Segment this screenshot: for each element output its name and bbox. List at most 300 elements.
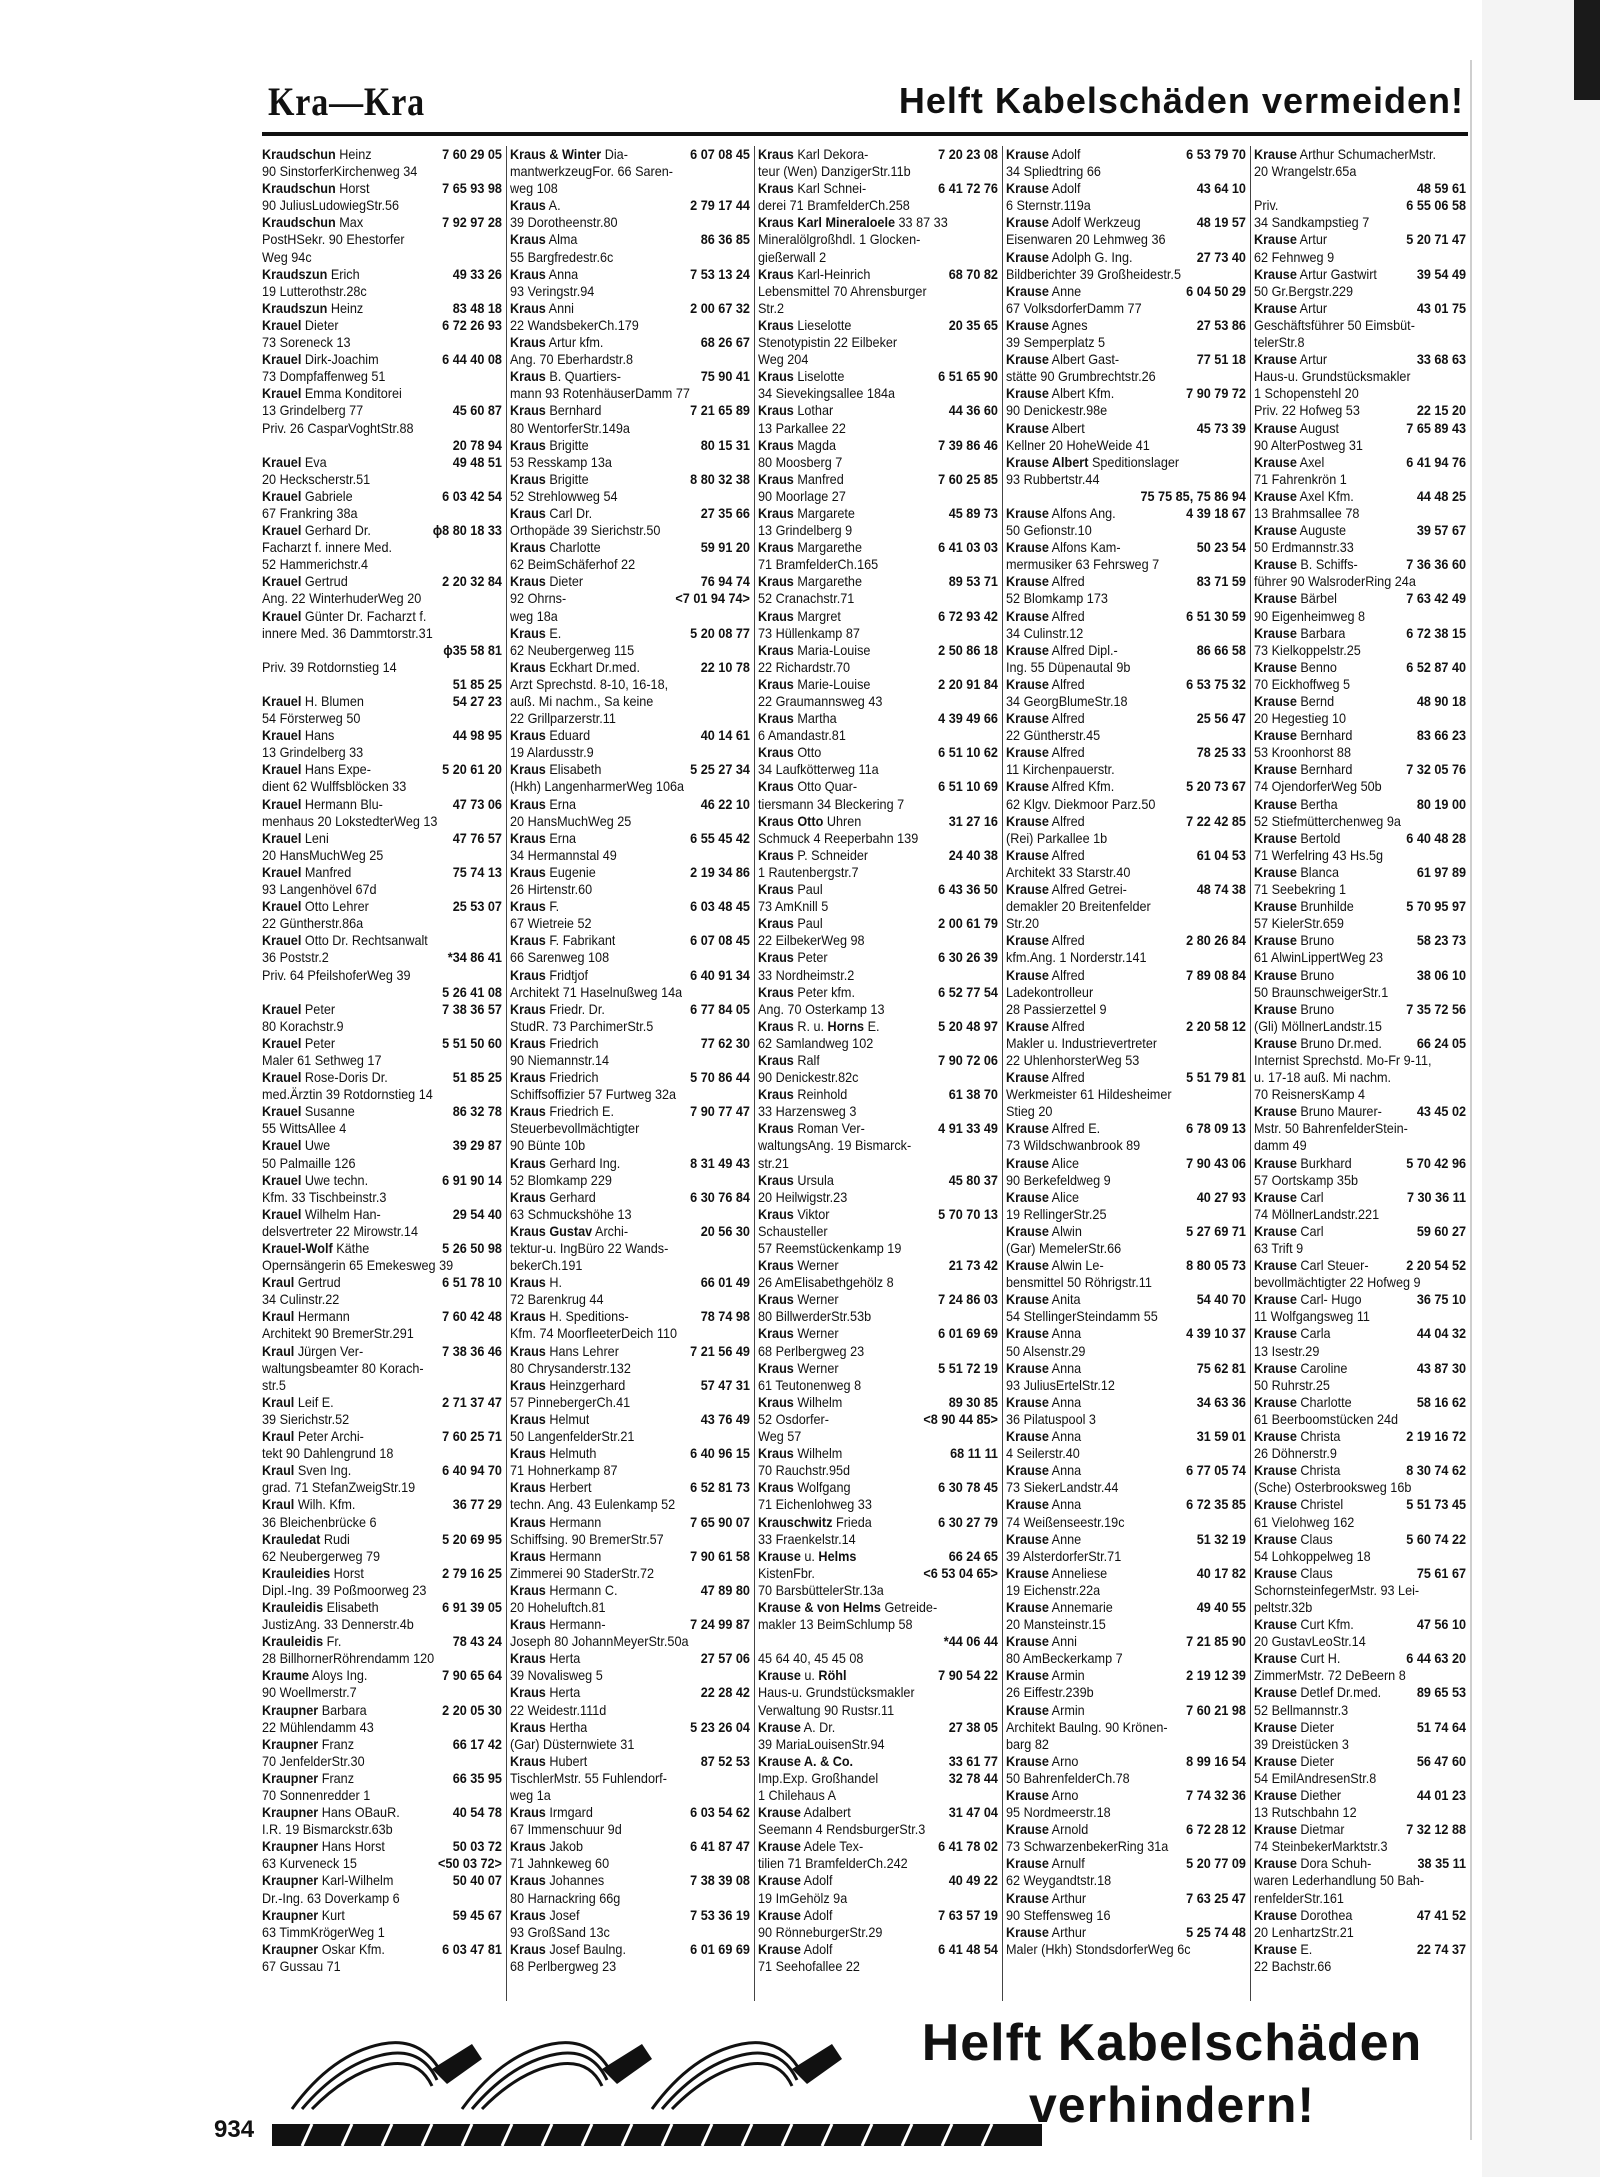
directory-line xyxy=(1006,1223,1246,1240)
listing-text: 22 Weidestr.111d xyxy=(510,1702,607,1718)
directory-line xyxy=(1006,1479,1246,1496)
listing-text: Kraus Peter kfm. xyxy=(758,984,855,1000)
listing-text: 70 Sonnenredder 1 xyxy=(262,1788,371,1803)
listing-text: Krause Arno xyxy=(1006,1753,1079,1769)
listing-text: 13 Parkallee 22 xyxy=(758,420,846,436)
phone-number: 49 48 51 xyxy=(452,454,502,470)
listing-text: Krause u. Röhl xyxy=(758,1668,847,1684)
directory-line xyxy=(758,1787,998,1804)
listing-text: bevollmächtigter 22 Hofweg 9 xyxy=(1254,1275,1421,1291)
listing-text: 54 Försterweg 50 xyxy=(262,711,361,727)
listing-text: 66 Sarenweg 108 xyxy=(510,950,610,966)
directory-line xyxy=(1254,1804,1466,1821)
listing-text: Krause Adolf xyxy=(1006,147,1081,162)
directory-line xyxy=(758,1736,998,1753)
directory-line xyxy=(510,437,750,454)
directory-line xyxy=(758,505,998,522)
listing-text: Kraus Margarethe xyxy=(758,574,863,590)
phone-number: 59 91 20 xyxy=(700,540,750,556)
directory-line xyxy=(510,1582,750,1599)
listing-text: Verwaltung 90 Rustsr.11 xyxy=(758,1702,895,1718)
listing-text: makler 13 BeimSchlump 58 xyxy=(758,1617,913,1633)
listing-text: Maler 61 Sethweg 17 xyxy=(262,1052,382,1068)
directory-line xyxy=(758,1804,998,1821)
phone-number: 7 65 89 43 xyxy=(1406,420,1466,436)
phone-number: 89 30 85 xyxy=(948,1394,998,1410)
directory-line xyxy=(1006,1496,1246,1513)
directory-line xyxy=(262,1291,502,1308)
listing-text: 33 Fraenkelstr.14 xyxy=(758,1531,856,1547)
directory-line xyxy=(1254,625,1466,642)
listing-text: 28 BillhornerRöhrendamm 120 xyxy=(262,1651,435,1667)
listing-text: (Sche) Osterbrooksweg 16b xyxy=(1254,1480,1412,1496)
directory-line xyxy=(1006,1821,1246,1838)
directory-line xyxy=(758,283,998,300)
directory-line xyxy=(1006,967,1246,984)
listing-text: Krauleidis Elisabeth xyxy=(262,1599,379,1615)
listing-text: Kraudschun Horst xyxy=(262,181,370,197)
directory-line xyxy=(262,1240,502,1257)
directory-line xyxy=(758,1855,998,1872)
listing-text: Kraul Leif E. xyxy=(262,1394,334,1410)
directory-line xyxy=(262,1206,502,1223)
directory-line xyxy=(758,1137,998,1154)
phone-number: 68 11 11 xyxy=(950,1446,998,1462)
listing-text: 73 Wildschwanbrook 89 xyxy=(1006,1138,1141,1154)
phone-number: 33 61 77 xyxy=(948,1753,998,1769)
listing-text: Krauel Gabriele xyxy=(262,488,353,504)
phone-number: 47 76 57 xyxy=(452,830,502,846)
listing-text: peltstr.32b xyxy=(1254,1599,1313,1615)
listing-text: 73 Hüllenkamp 87 xyxy=(758,625,860,641)
listing-text: 74 Weißenseestr.19c xyxy=(1006,1514,1125,1530)
listing-text: Lebensmittel 70 Ahrensburger xyxy=(758,283,927,299)
listing-text: 20 Heckscherstr.51 xyxy=(262,471,371,487)
directory-line xyxy=(262,1018,502,1035)
directory-line xyxy=(1006,1616,1246,1633)
phone-number: 2 50 86 18 xyxy=(938,642,998,658)
listing-text: 52 Blomkamp 229 xyxy=(510,1172,612,1188)
directory-line xyxy=(510,351,750,368)
listing-text: 22 UhlenhorsterWeg 53 xyxy=(1006,1052,1140,1068)
listing-text: 34 Sandkampstieg 7 xyxy=(1254,215,1370,231)
directory-line xyxy=(1254,1155,1466,1172)
phone-number: 7 60 29 05 xyxy=(442,147,502,162)
directory-line xyxy=(262,881,502,898)
directory-line xyxy=(1006,710,1246,727)
directory-line xyxy=(510,402,750,419)
listing-text: kfm.Ang. 1 Norderstr.141 xyxy=(1006,950,1147,966)
listing-text: Kraume Aloys Ing. xyxy=(262,1668,368,1684)
listing-text: Kraus Werner xyxy=(758,1292,839,1308)
phone-number: 50 23 54 xyxy=(1196,540,1246,556)
phone-number: 75 90 41 xyxy=(700,369,750,385)
directory-line xyxy=(262,539,502,556)
listing-text: 80 Harnackring 66g xyxy=(510,1890,621,1906)
directory-line xyxy=(1006,1702,1246,1719)
listing-text: Krause Alfred Dipl.- xyxy=(1006,642,1118,658)
listing-text: Kraus Werner xyxy=(758,1258,839,1274)
directory-line xyxy=(758,1496,998,1513)
column-1 xyxy=(262,146,502,2001)
phone-number: 25 56 47 xyxy=(1196,711,1246,727)
directory-line xyxy=(510,1291,750,1308)
listing-text: 92 Ohrns- xyxy=(510,591,567,607)
listing-text: Kraus Hans Lehrer xyxy=(510,1343,619,1359)
phone-number: 66 01 49 xyxy=(700,1275,750,1291)
directory-line xyxy=(758,1035,998,1052)
listing-block xyxy=(1006,146,1246,1958)
phone-number: 36 75 10 xyxy=(1416,1292,1466,1308)
directory-line xyxy=(510,590,750,607)
listing-text: 80 Moosberg 7 xyxy=(758,454,843,470)
phone-number: 7 24 99 87 xyxy=(690,1617,750,1633)
listing-text: Krause Claus xyxy=(1254,1565,1333,1581)
listing-text: 50 Ruhrstr.25 xyxy=(1254,1377,1330,1393)
directory-line xyxy=(1254,300,1466,317)
directory-line xyxy=(1254,1223,1466,1240)
phone-number: 58 16 62 xyxy=(1416,1394,1466,1410)
directory-line xyxy=(758,573,998,590)
phone-number: 7 53 13 24 xyxy=(690,266,750,282)
phone-number: 6 52 77 54 xyxy=(938,984,998,1000)
column-divider xyxy=(1250,146,1251,2001)
listing-text: bekerCh.191 xyxy=(510,1258,583,1274)
listing-block xyxy=(758,146,998,1975)
listing-text: 4 Seilerstr.40 xyxy=(1006,1446,1080,1462)
header-slogan: Helft Kabelschäden vermeiden! xyxy=(898,80,1464,121)
listing-text: 67 Gussau 71 xyxy=(262,1958,341,1974)
phone-number: 6 41 78 02 xyxy=(938,1839,998,1855)
directory-line xyxy=(1254,693,1466,710)
directory-line xyxy=(1254,590,1466,607)
phone-number: 2 80 26 84 xyxy=(1186,933,1246,949)
directory-line xyxy=(1254,283,1466,300)
directory-line xyxy=(1006,813,1246,830)
directory-line xyxy=(758,556,998,573)
listing-text: Krause Bruno Maurer- xyxy=(1254,1104,1382,1120)
directory-line xyxy=(1254,1496,1466,1513)
phone-number: 50 03 72 xyxy=(452,1839,502,1855)
directory-line xyxy=(262,317,502,334)
directory-line xyxy=(262,351,502,368)
directory-line xyxy=(758,1274,998,1291)
directory-line xyxy=(1254,317,1466,334)
phone-number: 89 53 71 xyxy=(948,574,998,590)
directory-line xyxy=(758,437,998,454)
listing-block xyxy=(262,146,502,1975)
listing-text: Krause Artur xyxy=(1254,300,1328,316)
directory-line xyxy=(1254,1736,1466,1753)
directory-line xyxy=(1254,385,1466,402)
phone-number: 6 72 93 42 xyxy=(938,608,998,624)
directory-line xyxy=(262,1462,502,1479)
directory-line xyxy=(1254,967,1466,984)
listing-text: 1 Rautenbergstr.7 xyxy=(758,864,859,880)
phone-number: 57 47 31 xyxy=(700,1377,750,1393)
listing-text: Krause Bruno Dr.med. xyxy=(1254,1035,1382,1051)
directory-line xyxy=(262,1890,502,1907)
directory-line xyxy=(1006,317,1246,334)
listing-text: Krause E. xyxy=(1254,1941,1313,1957)
listing-text: 20 HansMuchWeg 25 xyxy=(262,847,384,863)
directory-line xyxy=(758,625,998,642)
directory-line xyxy=(1254,1172,1466,1189)
listing-text: Kraus Wilhelm xyxy=(758,1394,843,1410)
listing-text: Krause B. Schiffs- xyxy=(1254,557,1358,573)
listing-text: Kraus Liselotte xyxy=(758,369,845,385)
phone-number: 2 19 16 72 xyxy=(1406,1429,1466,1445)
listing-text: Kraus P. Schneider xyxy=(758,847,869,863)
listing-text: 71 Eichenlohweg 33 xyxy=(758,1497,872,1513)
listing-text: Kraudschun Heinz xyxy=(262,147,372,162)
directory-line xyxy=(262,1257,502,1274)
phone-number: 40 14 61 xyxy=(700,728,750,744)
directory-line xyxy=(262,642,502,659)
phone-number: 6 30 76 84 xyxy=(690,1189,750,1205)
scan-margin-right xyxy=(1482,0,1600,2177)
directory-line xyxy=(1006,590,1246,607)
directory-line xyxy=(262,1274,502,1291)
directory-line xyxy=(262,1189,502,1206)
directory-line xyxy=(1254,864,1466,881)
directory-line xyxy=(262,1548,502,1565)
listing-text: StudR. 73 ParchimerStr.5 xyxy=(510,1018,654,1034)
listing-text: 34 Culinstr.22 xyxy=(262,1292,340,1308)
phone-number: 76 94 74 xyxy=(700,574,750,590)
listing-text: 19 ImGehölz 9a xyxy=(758,1890,848,1906)
directory-line xyxy=(1254,1103,1466,1120)
listing-text: 93 Veringstr.94 xyxy=(510,283,595,299)
directory-line xyxy=(262,454,502,471)
directory-line xyxy=(1006,1018,1246,1035)
directory-line xyxy=(262,1702,502,1719)
listing-text: 1 Schopenstehl 20 xyxy=(1254,386,1359,402)
directory-line xyxy=(1254,1770,1466,1787)
phone-number: 75 61 67 xyxy=(1416,1565,1466,1581)
listing-text: Architekt 90 BremerStr.291 xyxy=(262,1326,414,1342)
directory-line xyxy=(510,1155,750,1172)
phone-number: 6 01 69 69 xyxy=(938,1326,998,1342)
phone-number: 7 39 86 46 xyxy=(938,437,998,453)
listing-text: Krause Alfred Getrei- xyxy=(1006,882,1127,898)
directory-line xyxy=(1006,1924,1246,1941)
listing-text: Krause Bruno xyxy=(1254,1001,1335,1017)
directory-line xyxy=(1006,1684,1246,1701)
directory-line xyxy=(758,710,998,727)
directory-line xyxy=(1254,915,1466,932)
phone-number: 6 55 06 58 xyxy=(1406,198,1466,214)
listing-text: Krauel Dirk-Joachim xyxy=(262,352,379,368)
phone-number: 22 15 20 xyxy=(1416,403,1466,419)
directory-line xyxy=(758,1103,998,1120)
phone-number: 5 20 69 95 xyxy=(442,1531,502,1547)
directory-line xyxy=(262,830,502,847)
listing-text: Kraul Gertrud xyxy=(262,1275,341,1291)
listing-text: Krause Curt H. xyxy=(1254,1651,1341,1667)
directory-line xyxy=(1254,231,1466,248)
phone-number: 7 60 25 85 xyxy=(938,471,998,487)
directory-line xyxy=(758,676,998,693)
phone-number: 8 80 32 38 xyxy=(690,471,750,487)
directory-line xyxy=(510,625,750,642)
listing-text: Kraus A. xyxy=(510,198,561,214)
directory-line xyxy=(1254,1531,1466,1548)
directory-line xyxy=(1006,608,1246,625)
directory-line xyxy=(1006,1274,1246,1291)
directory-line xyxy=(1254,471,1466,488)
listing-text: weg 1a xyxy=(510,1788,551,1803)
phone-number: 6 51 10 69 xyxy=(938,779,998,795)
phone-number: 7 90 79 72 xyxy=(1186,386,1246,402)
phone-number: 6 03 54 62 xyxy=(690,1805,750,1821)
phone-number: 31 59 01 xyxy=(1196,1429,1246,1445)
directory-line xyxy=(262,1103,502,1120)
listing-text: Krause Alfred E. xyxy=(1006,1121,1101,1137)
directory-line xyxy=(1006,1377,1246,1394)
listing-text: 90 Denickestr.98e xyxy=(1006,403,1108,419)
directory-line xyxy=(1254,1308,1466,1325)
listing-text: Kraus Ursula xyxy=(758,1172,834,1188)
listing-text: Kraus Fridtjof xyxy=(510,967,588,983)
directory-line xyxy=(1254,796,1466,813)
directory-line xyxy=(510,488,750,505)
listing-text: 50 LangenfelderStr.21 xyxy=(510,1429,635,1445)
listing-text: 55 WittsAllee 4 xyxy=(262,1121,347,1137)
phone-number: 4 39 49 66 xyxy=(938,711,998,727)
listing-text: Haus-u. Grundstücksmakler xyxy=(1254,369,1411,385)
phone-number: 68 26 67 xyxy=(700,335,750,351)
listing-text: telerStr.8 xyxy=(1254,335,1305,351)
listing-text: Kraus Hermann xyxy=(510,1548,602,1564)
scan-shadow xyxy=(1574,0,1600,100)
phone-number: 2 20 58 12 xyxy=(1186,1018,1246,1034)
directory-line xyxy=(510,1667,750,1684)
listing-text: 52 Osdorfer- xyxy=(758,1411,829,1427)
listing-text: Krause Dora Schuh- xyxy=(1254,1856,1372,1872)
directory-line xyxy=(1006,984,1246,1001)
listing-text: techn. Ang. 43 Eulenkamp 52 xyxy=(510,1497,676,1513)
listing-text: Kraus H. Speditions- xyxy=(510,1309,629,1325)
directory-line xyxy=(1254,1240,1466,1257)
directory-line xyxy=(262,1770,502,1787)
directory-line xyxy=(510,1394,750,1411)
listing-text: 73 Kielkoppelstr.25 xyxy=(1254,642,1361,658)
listing-text: führer 90 WalsroderRing 24a xyxy=(1254,574,1416,590)
listing-text: 90 Steffensweg 16 xyxy=(1006,1907,1111,1923)
listing-text: Kraus Johannes xyxy=(510,1873,605,1889)
phone-number: 48 74 38 xyxy=(1196,882,1246,898)
directory-line xyxy=(1254,1753,1466,1770)
directory-line xyxy=(758,1069,998,1086)
directory-line xyxy=(1006,1531,1246,1548)
phone-number: ɸ8 80 18 33 xyxy=(432,523,502,539)
listing-text: Steuerbevollmächtigter xyxy=(510,1121,640,1137)
listing-text: 26 Döhnerstr.9 xyxy=(1254,1446,1337,1462)
directory-line xyxy=(262,847,502,864)
listing-text: Makler u. Industrievertreter xyxy=(1006,1035,1158,1051)
directory-line xyxy=(758,813,998,830)
directory-line xyxy=(262,1616,502,1633)
phone-number: 80 19 00 xyxy=(1416,796,1466,812)
phone-number: 6 41 87 47 xyxy=(690,1839,750,1855)
listing-text: Krauel Gertrud xyxy=(262,574,348,590)
directory-line xyxy=(510,1206,750,1223)
listing-text: Kraupner Karl-Wilhelm xyxy=(262,1873,394,1889)
listing-text: Kraudszun Heinz xyxy=(262,300,364,316)
listing-text: PostHSekr. 90 Ehestorfer xyxy=(262,232,405,248)
directory-line xyxy=(510,197,750,214)
directory-line xyxy=(510,266,750,283)
listing-text: Krause A. Dr. xyxy=(758,1719,836,1735)
directory-line xyxy=(510,1890,750,1907)
directory-line xyxy=(510,1189,750,1206)
phone-number: 27 73 40 xyxy=(1196,249,1246,265)
listing-text: 61 AlwinLippertWeg 23 xyxy=(1254,950,1384,966)
phone-number: 77 62 30 xyxy=(700,1035,750,1051)
phone-number: 7 30 36 11 xyxy=(1406,1189,1466,1205)
directory-line xyxy=(1254,710,1466,727)
directory-line xyxy=(758,1838,998,1855)
directory-line xyxy=(262,437,502,454)
phone-number: 49 40 55 xyxy=(1196,1599,1246,1615)
directory-line xyxy=(1006,522,1246,539)
listing-text: Krause Axel xyxy=(1254,454,1325,470)
listing-text: Krause Arthur SchumacherMstr. xyxy=(1254,147,1436,162)
phone-number: 40 54 78 xyxy=(452,1805,502,1821)
listing-text: 39 Novalisweg 5 xyxy=(510,1668,603,1684)
listing-text: Kraus Margarethe xyxy=(758,540,863,556)
phone-number: 8 31 49 43 xyxy=(690,1155,750,1171)
directory-line xyxy=(1254,1838,1466,1855)
directory-line xyxy=(1006,1035,1246,1052)
phone-number: 7 32 05 76 xyxy=(1406,762,1466,778)
phone-number: 20 56 30 xyxy=(700,1223,750,1239)
phone-number: 7 32 12 88 xyxy=(1406,1822,1466,1838)
directory-line xyxy=(1254,1907,1466,1924)
listing-text: Kraus Otto Uhren xyxy=(758,813,862,829)
directory-line xyxy=(1006,1308,1246,1325)
directory-line xyxy=(510,984,750,1001)
directory-line xyxy=(262,1052,502,1069)
directory-line xyxy=(1006,266,1246,283)
listing-text: 63 TimmKrögerWeg 1 xyxy=(262,1924,385,1940)
listing-text: 20 Wrangelstr.65a xyxy=(1254,164,1357,180)
listing-text: Krause Alfred xyxy=(1006,1070,1085,1086)
listing-text: Krause Albert Kfm. xyxy=(1006,386,1115,402)
directory-line xyxy=(758,231,998,248)
listing-text: Ang. 70 Osterkamp 13 xyxy=(758,1001,885,1017)
listing-text: Kraus Ralf xyxy=(758,1052,820,1068)
directory-line xyxy=(262,796,502,813)
directory-line xyxy=(1254,1872,1466,1889)
directory-line xyxy=(758,1018,998,1035)
listing-text: Imp.Exp. Großhandel xyxy=(758,1770,879,1786)
phone-number: 6 51 65 90 xyxy=(938,369,998,385)
phone-number: 44 04 32 xyxy=(1416,1326,1466,1342)
phone-number: 2 00 67 32 xyxy=(690,300,750,316)
listing-text: 22 EilbekerWeg 98 xyxy=(758,933,865,949)
phone-number: 44 48 25 xyxy=(1416,488,1466,504)
listing-text: teur (Wen) DanzigerStr.11b xyxy=(758,164,911,180)
phone-number: 68 70 82 xyxy=(948,266,998,282)
directory-line xyxy=(262,590,502,607)
phone-number: 86 66 58 xyxy=(1196,642,1246,658)
listing-text: Maler (Hkh) StondsdorferWeg 6c xyxy=(1006,1941,1191,1957)
directory-line xyxy=(262,949,502,966)
listing-text: 93 Rubbertstr.44 xyxy=(1006,471,1100,487)
directory-line xyxy=(1254,402,1466,419)
